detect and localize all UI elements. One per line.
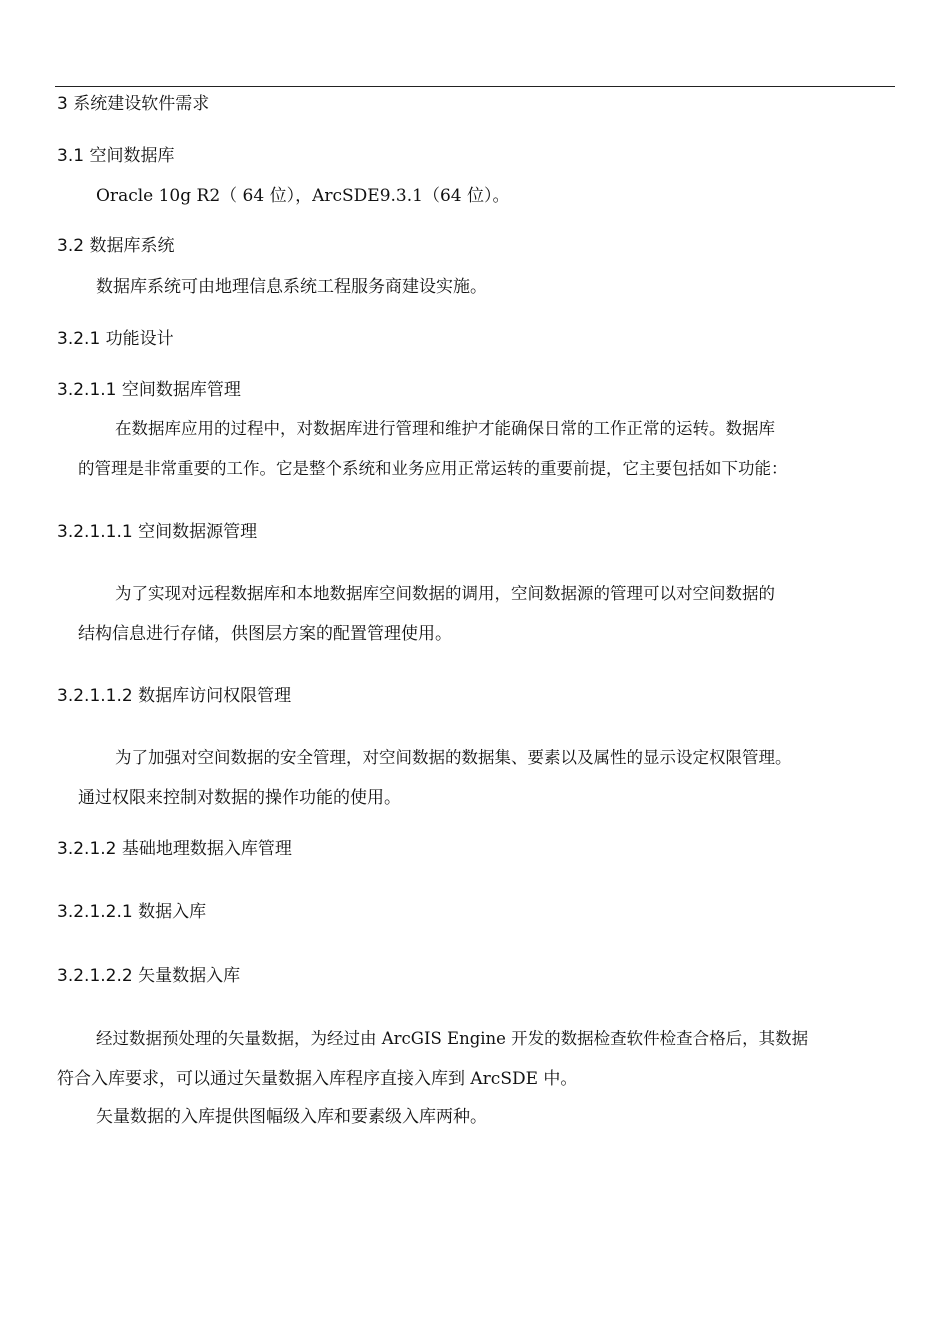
heading-3-2-1-1-1: 3.2.1.1.1 空间数据源管理 bbox=[57, 522, 258, 542]
heading-3-2-1-1-2: 3.2.1.1.2 数据库访问权限管理 bbox=[57, 686, 292, 706]
heading-3-2-1: 3.2.1 功能设计 bbox=[57, 329, 174, 349]
paragraph-access-line2: 通过权限来控制对数据的操作功能的使用。 bbox=[78, 788, 401, 808]
heading-3-2-1-1: 3.2.1.1 空间数据库管理 bbox=[57, 380, 241, 400]
paragraph-vector-line1: 经过数据预处理的矢量数据，为经过由 ArcGIS Engine 开发的数据检查软件检查合格后，其数据 bbox=[96, 1029, 809, 1048]
paragraph-mgmt-line2: 的管理是非常重要的工作。它是整个系统和业务应用正常运转的重要前提，它主要包括如下功能： bbox=[78, 459, 788, 478]
paragraph-source-line2: 结构信息进行存储，供图层方案的配置管理使用。 bbox=[78, 624, 452, 644]
heading-3-2: 3.2 数据库系统 bbox=[57, 236, 175, 256]
paragraph-vector-line3: 矢量数据的入库提供图幅级入库和要素级入库两种。 bbox=[96, 1107, 487, 1127]
paragraph-db-system: 数据库系统可由地理信息系统工程服务商建设实施。 bbox=[96, 277, 487, 297]
heading-3-2-1-2-2: 3.2.1.2.2 矢量数据入库 bbox=[57, 966, 241, 986]
paragraph-oracle: Oracle 10g R2（ 64 位），ArcSDE9.3.1（64 位）。 bbox=[96, 186, 510, 206]
header-rule bbox=[55, 86, 895, 87]
paragraph-access-line1: 为了加强对空间数据的安全管理，对空间数据的数据集、要素以及属性的显示设定权限管理。 bbox=[115, 748, 792, 767]
heading-3-2-1-2: 3.2.1.2 基础地理数据入库管理 bbox=[57, 839, 292, 859]
paragraph-source-line1: 为了实现对远程数据库和本地数据库空间数据的调用，空间数据源的管理可以对空间数据的 bbox=[115, 584, 775, 603]
heading-3-1: 3.1 空间数据库 bbox=[57, 146, 175, 166]
paragraph-mgmt-line1: 在数据库应用的过程中，对数据库进行管理和维护才能确保日常的工作正常的运转。数据库 bbox=[115, 419, 775, 438]
heading-3-2-1-2-1: 3.2.1.2.1 数据入库 bbox=[57, 902, 207, 922]
heading-3: 3 系统建设软件需求 bbox=[57, 94, 210, 114]
paragraph-vector-line2: 符合入库要求，可以通过矢量数据入库程序直接入库到 ArcSDE 中。 bbox=[57, 1069, 578, 1089]
